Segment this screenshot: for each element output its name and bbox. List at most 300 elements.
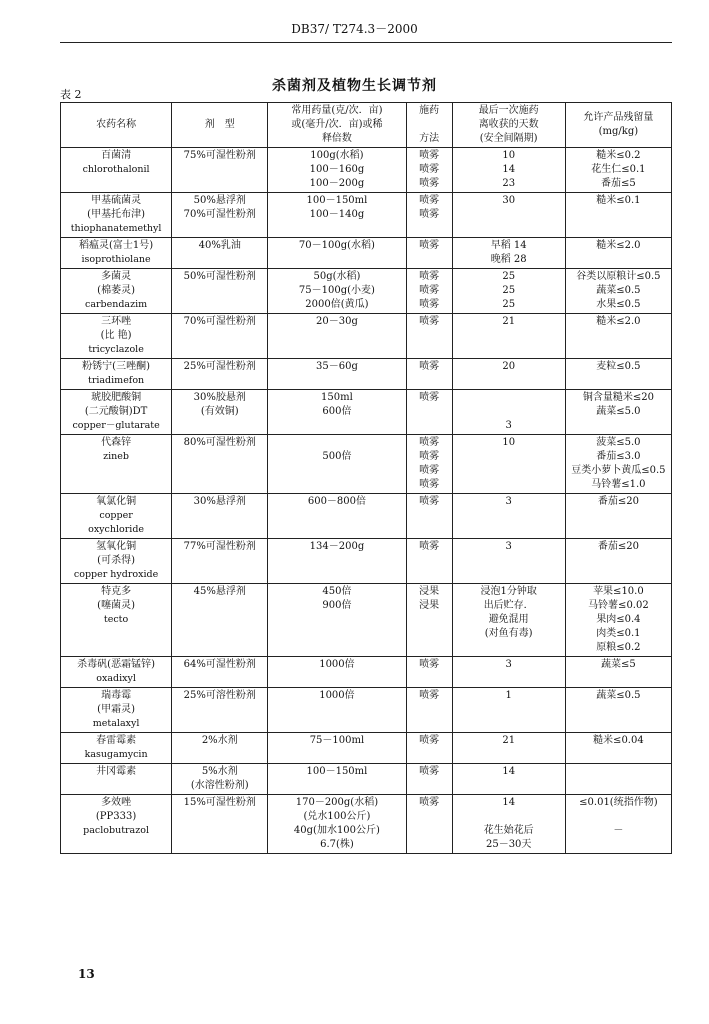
column-header-line: 离收获的天数	[478, 119, 539, 130]
cell-method-line: 喷雾	[419, 164, 440, 175]
pesticide-name-en: copper	[99, 510, 133, 521]
cell-dosage	[268, 494, 406, 539]
cell-residue-limit-line: 豆类小萝卜黄瓜≤0.5	[571, 465, 666, 476]
cell-pesticide-name	[61, 688, 172, 733]
cell-formulation	[172, 539, 268, 584]
cell-formulation-line: (水溶性粉剂)	[190, 780, 249, 791]
cell-dosage	[268, 193, 406, 238]
pesticide-name-cn: 百菌清	[101, 150, 132, 161]
cell-safety-interval-line: 25	[502, 299, 516, 310]
table-row	[61, 359, 672, 390]
pesticide-name-cn: 三环唑	[101, 316, 132, 327]
column-header-line: 方法	[419, 133, 440, 144]
pesticide-name-en: oxychloride	[88, 524, 145, 535]
pesticide-name-cn: 多效唑	[101, 797, 132, 808]
column-header-line: 或(毫升/次．亩)或稀	[291, 119, 383, 130]
cell-formulation-line: 25%可湿性粉剂	[183, 361, 256, 372]
cell-method	[406, 539, 452, 584]
cell-safety-interval-line: 30	[502, 195, 516, 206]
cell-pesticide-name	[61, 764, 172, 795]
cell-safety-interval-line: 21	[502, 735, 516, 746]
cell-dosage-line: 6.7(株)	[320, 839, 354, 850]
cell-residue-limit	[565, 435, 671, 494]
cell-method	[406, 584, 452, 657]
pesticide-name-en: chlorothalonil	[82, 164, 150, 175]
cell-method-line: 喷雾	[419, 465, 440, 476]
cell-formulation-line: 40%乳油	[198, 240, 241, 251]
cell-safety-interval	[452, 390, 565, 435]
cell-residue-limit-line: 糙米≤0.04	[593, 735, 644, 746]
cell-pesticide-name	[61, 494, 172, 539]
cell-residue-limit-line: 谷类以原粮计≤0.5	[576, 271, 661, 282]
pesticide-name-cn: (噻菌灵)	[97, 600, 135, 611]
cell-safety-interval	[452, 238, 565, 269]
cell-safety-interval-line: 出后贮存．	[483, 600, 534, 611]
table-row	[61, 733, 672, 764]
cell-formulation-line: 70%可湿性粉剂	[183, 209, 256, 220]
cell-dosage-line: 40g(加水100公斤)	[293, 825, 380, 836]
cell-formulation	[172, 390, 268, 435]
cell-safety-interval-line: 23	[502, 178, 516, 189]
column-header-method	[406, 103, 452, 148]
pesticide-name-en: zineb	[103, 451, 130, 462]
pesticide-name-cn: 氢氧化铜	[96, 541, 137, 552]
cell-residue-limit-line: 番茄≤20	[597, 496, 639, 507]
table-header-row	[61, 103, 672, 148]
cell-residue-limit	[565, 494, 671, 539]
cell-method	[406, 359, 452, 390]
pesticide-name-en: tricyclazole	[88, 344, 144, 355]
column-header-line: (mg/kg)	[598, 126, 639, 137]
cell-dosage-line: 150ml	[321, 392, 353, 403]
column-header-interval	[452, 103, 565, 148]
cell-residue-limit-line: 糙米≤2.0	[596, 240, 641, 251]
cell-dosage-line: 450倍	[322, 586, 352, 597]
cell-method-line: 喷雾	[419, 178, 440, 189]
pesticide-name-cn: 粉锈宁(三唑酮)	[82, 361, 150, 372]
cell-pesticide-name	[61, 795, 172, 854]
pesticide-name-cn: (可杀得)	[97, 555, 135, 566]
cell-formulation	[172, 435, 268, 494]
cell-pesticide-name	[61, 359, 172, 390]
cell-method-line: 浸果	[419, 600, 440, 611]
cell-formulation	[172, 359, 268, 390]
cell-residue-limit-line: －	[613, 825, 624, 836]
cell-method	[406, 148, 452, 193]
column-header-line: 允许产品残留量	[583, 112, 654, 123]
cell-residue-limit-line: 蔬菜≤0.5	[596, 690, 641, 701]
pesticide-name-cn: (比 艳)	[100, 330, 132, 341]
cell-method	[406, 494, 452, 539]
cell-method	[406, 269, 452, 314]
cell-safety-interval	[452, 795, 565, 854]
cell-safety-interval-line: 21	[502, 316, 516, 327]
cell-dosage-line: 100－200g	[309, 178, 365, 189]
cell-residue-limit	[565, 269, 671, 314]
cell-dosage-line: 100g(水稻)	[310, 150, 364, 161]
table-row	[61, 795, 672, 854]
cell-method-line: 喷雾	[419, 437, 440, 448]
pesticide-name-cn: (棉萎灵)	[97, 285, 135, 296]
column-header-line: 剂 型	[204, 119, 235, 130]
cell-dosage	[268, 314, 406, 359]
cell-residue-limit	[565, 539, 671, 584]
cell-residue-limit-line: 番茄≤20	[597, 541, 639, 552]
cell-method-line: 浸果	[419, 586, 440, 597]
pesticide-name-cn: 多菌灵	[101, 271, 132, 282]
cell-residue-limit-line: 马铃薯≤1.0	[591, 479, 646, 490]
cell-residue-limit-line: 番茄≤5	[601, 178, 636, 189]
cell-pesticide-name	[61, 238, 172, 269]
cell-residue-limit-line: 水果≤0.5	[596, 299, 641, 310]
cell-residue-limit	[565, 314, 671, 359]
cell-pesticide-name	[61, 148, 172, 193]
cell-pesticide-name	[61, 193, 172, 238]
pesticide-name-en: oxadixyl	[96, 673, 136, 684]
pesticide-name-cn: 杀毒矾(恶霜锰锌)	[77, 659, 155, 670]
table-body	[61, 148, 672, 854]
cell-residue-limit	[565, 584, 671, 657]
table-row	[61, 688, 672, 733]
cell-dosage-line: 70－100g(水稻)	[298, 240, 375, 251]
cell-safety-interval-line: 25	[502, 285, 516, 296]
cell-method-line: 喷雾	[419, 150, 440, 161]
cell-method	[406, 390, 452, 435]
cell-formulation	[172, 238, 268, 269]
cell-dosage-line: 100－140g	[309, 209, 365, 220]
cell-residue-limit-line: 蔬菜≤5.0	[596, 406, 641, 417]
column-header-formulation	[172, 103, 268, 148]
cell-safety-interval-line: 早稻 14	[490, 240, 527, 251]
cell-residue-limit-line: 菠菜≤5.0	[596, 437, 641, 448]
cell-residue-limit	[565, 390, 671, 435]
table-row	[61, 584, 672, 657]
cell-safety-interval-line: 25	[502, 271, 516, 282]
pesticide-name-en: copper hydroxide	[73, 569, 159, 580]
cell-safety-interval	[452, 494, 565, 539]
cell-dosage-line	[269, 436, 404, 450]
cell-method-line: 喷雾	[419, 451, 440, 462]
column-header-name	[61, 103, 172, 148]
pesticide-table	[60, 102, 672, 854]
cell-safety-interval-line	[454, 391, 564, 405]
pesticide-name-cn: (二元酸铜)DT	[84, 406, 148, 417]
pesticide-name-cn: (甲基托布津)	[87, 209, 145, 220]
cell-residue-limit-line: 果肉≤0.4	[596, 614, 641, 625]
column-header-mrl	[565, 103, 671, 148]
cell-residue-limit	[565, 795, 671, 854]
cell-residue-limit-line: 番茄≤3.0	[596, 451, 641, 462]
cell-method	[406, 193, 452, 238]
page-number: 13	[78, 967, 95, 981]
cell-dosage-line: 500倍	[322, 451, 352, 462]
cell-safety-interval-line: 3	[505, 420, 512, 431]
cell-safety-interval	[452, 193, 565, 238]
cell-method-line: 喷雾	[419, 240, 440, 251]
table-row	[61, 494, 672, 539]
cell-dosage-line: (兑水100公斤)	[303, 811, 371, 822]
pesticide-name-en: triadimefon	[88, 375, 145, 386]
cell-formulation-line: 75%可湿性粉剂	[183, 150, 256, 161]
cell-dosage-line: 100－160g	[309, 164, 365, 175]
cell-formulation	[172, 314, 268, 359]
cell-dosage-line: 35－60g	[316, 361, 358, 372]
cell-residue-limit-line: 马铃薯≤0.02	[588, 600, 649, 611]
cell-formulation-line: 5%水剂	[201, 766, 238, 777]
cell-dosage	[268, 539, 406, 584]
pesticide-name-en: copper－glutarate	[72, 420, 160, 431]
cell-method	[406, 657, 452, 688]
cell-safety-interval	[452, 688, 565, 733]
table-row	[61, 148, 672, 193]
cell-pesticide-name	[61, 269, 172, 314]
cell-dosage-line: 1000倍	[319, 659, 355, 670]
cell-residue-limit-line: 花生仁≤0.1	[591, 164, 646, 175]
cell-formulation	[172, 193, 268, 238]
cell-formulation-line: 70%可湿性粉剂	[183, 316, 256, 327]
cell-safety-interval-line	[454, 810, 564, 824]
table-row	[61, 238, 672, 269]
cell-dosage	[268, 435, 406, 494]
column-header-line: (安全间隔期)	[479, 133, 538, 144]
cell-method-line: 喷雾	[419, 392, 440, 403]
cell-safety-interval-line: 避免混用	[488, 614, 529, 625]
cell-formulation	[172, 657, 268, 688]
cell-residue-limit-line: 蔬菜≤5	[601, 659, 636, 670]
cell-formulation-line: 64%可湿性粉剂	[183, 659, 256, 670]
cell-residue-limit	[565, 193, 671, 238]
cell-method-line: 喷雾	[419, 797, 440, 808]
pesticide-name-en: paclobutrazol	[83, 825, 149, 836]
cell-dosage	[268, 359, 406, 390]
table-label: 表 2	[60, 88, 82, 101]
pesticide-name-en: kasugamycin	[84, 749, 148, 760]
cell-safety-interval	[452, 539, 565, 584]
cell-safety-interval-line	[454, 405, 564, 419]
table-row	[61, 193, 672, 238]
pesticide-name-en: metalaxyl	[92, 718, 140, 729]
cell-method-line: 喷雾	[419, 541, 440, 552]
cell-dosage	[268, 795, 406, 854]
pesticide-name-cn: (甲霜灵)	[97, 704, 135, 715]
cell-formulation-line: 25%可溶性粉剂	[183, 690, 256, 701]
cell-formulation	[172, 584, 268, 657]
cell-dosage-line: 134－200g	[309, 541, 365, 552]
cell-dosage-line: 100－150ml	[306, 195, 368, 206]
cell-safety-interval-line: 3	[505, 496, 512, 507]
cell-method	[406, 314, 452, 359]
cell-dosage-line: 75－100ml	[309, 735, 365, 746]
cell-dosage	[268, 584, 406, 657]
cell-dosage	[268, 390, 406, 435]
cell-residue-limit-line: 蔬菜≤0.5	[596, 285, 641, 296]
cell-dosage	[268, 764, 406, 795]
cell-safety-interval	[452, 435, 565, 494]
cell-dosage-line: 170－200g(水稻)	[295, 797, 379, 808]
table-row	[61, 539, 672, 584]
cell-safety-interval-line: 14	[502, 164, 516, 175]
pesticide-name-cn: 代森锌	[101, 437, 132, 448]
pesticide-name-cn: 瑞毒霉	[101, 690, 132, 701]
cell-safety-interval	[452, 584, 565, 657]
cell-pesticide-name	[61, 657, 172, 688]
cell-safety-interval-line: 10	[502, 437, 516, 448]
cell-dosage	[268, 733, 406, 764]
cell-pesticide-name	[61, 314, 172, 359]
cell-method-line: 喷雾	[419, 735, 440, 746]
pesticide-name-cn: 稻瘟灵(富士1号)	[79, 240, 154, 251]
cell-dosage	[268, 269, 406, 314]
column-header-line: 施药	[419, 105, 440, 116]
cell-method-line: 喷雾	[419, 766, 440, 777]
cell-dosage-line: 900倍	[322, 600, 352, 611]
cell-pesticide-name	[61, 733, 172, 764]
cell-safety-interval-line: 20	[502, 361, 516, 372]
column-header-line: 最后一次施药	[478, 105, 539, 116]
cell-residue-limit	[565, 657, 671, 688]
cell-formulation-line: 77%可湿性粉剂	[183, 541, 256, 552]
cell-dosage-line: 50g(水稻)	[313, 271, 361, 282]
cell-safety-interval	[452, 359, 565, 390]
cell-safety-interval-line: (对鱼有毒)	[484, 628, 533, 639]
cell-dosage	[268, 657, 406, 688]
column-header-line: 农药名称	[96, 119, 137, 130]
pesticide-name-cn: 特克多	[101, 586, 132, 597]
header-rule	[60, 42, 672, 43]
cell-pesticide-name	[61, 435, 172, 494]
cell-safety-interval	[452, 148, 565, 193]
cell-method-line: 喷雾	[419, 316, 440, 327]
cell-method-line: 喷雾	[419, 299, 440, 310]
cell-method-line: 喷雾	[419, 496, 440, 507]
cell-formulation-line: 2%水剂	[201, 735, 238, 746]
cell-formulation	[172, 795, 268, 854]
cell-residue-limit-line: 糙米≤0.2	[596, 150, 641, 161]
cell-safety-interval	[452, 269, 565, 314]
cell-safety-interval	[452, 314, 565, 359]
table-row	[61, 390, 672, 435]
cell-formulation	[172, 764, 268, 795]
column-header-line	[408, 118, 451, 132]
standard-code-header: DB37/ T274.3－2000	[291, 22, 418, 36]
cell-dosage-line: 20－30g	[316, 316, 358, 327]
cell-residue-limit	[565, 688, 671, 733]
cell-method	[406, 688, 452, 733]
pesticide-name-en: isoprothiolane	[81, 254, 151, 265]
cell-method	[406, 733, 452, 764]
cell-pesticide-name	[61, 539, 172, 584]
cell-method-line: 喷雾	[419, 659, 440, 670]
cell-residue-limit	[565, 764, 671, 795]
cell-formulation-line: 80%可湿性粉剂	[183, 437, 256, 448]
cell-safety-interval-line: 14	[502, 766, 516, 777]
cell-dosage-line: 100－150ml	[306, 766, 368, 777]
cell-residue-limit-line: 糙米≤2.0	[596, 316, 641, 327]
cell-pesticide-name	[61, 584, 172, 657]
column-header-dosage	[268, 103, 406, 148]
table-row	[61, 314, 672, 359]
cell-residue-limit	[565, 733, 671, 764]
table-row	[61, 657, 672, 688]
pesticide-name-cn: 春雷霉素	[96, 735, 137, 746]
cell-method	[406, 795, 452, 854]
cell-safety-interval-line: 14	[502, 797, 516, 808]
cell-dosage-line: 600倍	[322, 406, 352, 417]
pesticide-name-cn: 甲基硫菌灵	[91, 195, 142, 206]
cell-safety-interval-line: 3	[505, 659, 512, 670]
cell-safety-interval	[452, 733, 565, 764]
table-row	[61, 269, 672, 314]
cell-dosage	[268, 238, 406, 269]
pesticide-name-cn: 琥胶肥酸铜	[91, 392, 142, 403]
cell-residue-limit-line: ≤0.01(统指作物)	[579, 797, 658, 808]
cell-safety-interval-line: 花生始花后	[483, 825, 534, 836]
cell-method	[406, 238, 452, 269]
cell-residue-limit-line	[567, 810, 670, 824]
cell-residue-limit-line: 原粮≤0.2	[596, 642, 641, 653]
cell-safety-interval-line: 浸泡1分钟取	[480, 586, 537, 597]
cell-residue-limit-line: 铜含量糙米≤20	[582, 392, 654, 403]
cell-residue-limit-line: 麦粒≤0.5	[596, 361, 641, 372]
cell-method-line: 喷雾	[419, 479, 440, 490]
table-row	[61, 435, 672, 494]
cell-dosage-line: 2000倍(黄瓜)	[305, 299, 369, 310]
cell-method-line: 喷雾	[419, 195, 440, 206]
pesticide-name-en: thiophanatemethyl	[70, 223, 162, 234]
pesticide-name-cn: 井冈霉素	[96, 766, 137, 777]
cell-formulation	[172, 494, 268, 539]
cell-formulation-line: 50%悬浮剂	[193, 195, 246, 206]
cell-residue-limit	[565, 359, 671, 390]
cell-formulation-line: (有效铜)	[200, 406, 239, 417]
cell-formulation-line: 50%可湿性粉剂	[183, 271, 256, 282]
cell-method	[406, 435, 452, 494]
cell-formulation	[172, 688, 268, 733]
cell-method-line: 喷雾	[419, 690, 440, 701]
cell-safety-interval-line: 25－30天	[485, 839, 532, 850]
cell-formulation-line: 45%悬浮剂	[193, 586, 246, 597]
cell-safety-interval-line: 3	[505, 541, 512, 552]
cell-residue-limit-line: 肉类≤0.1	[596, 628, 641, 639]
table-title: 杀菌剂及植物生长调节剂	[272, 78, 437, 94]
cell-formulation-line: 15%可湿性粉剂	[183, 797, 256, 808]
cell-residue-limit-line: 苹果≤10.0	[593, 586, 644, 597]
cell-safety-interval	[452, 657, 565, 688]
cell-formulation	[172, 148, 268, 193]
pesticide-name-cn: 氧氯化铜	[96, 496, 137, 507]
cell-method-line: 喷雾	[419, 285, 440, 296]
cell-formulation	[172, 733, 268, 764]
cell-formulation	[172, 269, 268, 314]
cell-method-line: 喷雾	[419, 209, 440, 220]
cell-pesticide-name	[61, 390, 172, 435]
cell-safety-interval	[452, 764, 565, 795]
cell-dosage	[268, 148, 406, 193]
column-header-line: 释倍数	[321, 133, 352, 144]
cell-method-line: 喷雾	[419, 361, 440, 372]
pesticide-name-en: carbendazim	[85, 299, 148, 310]
cell-dosage	[268, 688, 406, 733]
cell-method-line: 喷雾	[419, 271, 440, 282]
cell-residue-limit	[565, 148, 671, 193]
cell-dosage-line: 75－100g(小麦)	[298, 285, 375, 296]
pesticide-name-en: tecto	[103, 614, 129, 625]
column-header-line: 常用药量(克/次．亩)	[291, 105, 383, 116]
cell-residue-limit-line: 糙米≤0.1	[596, 195, 641, 206]
cell-safety-interval-line: 晚稻 28	[490, 254, 527, 265]
cell-formulation-line: 30%胶悬剂	[193, 392, 246, 403]
table-row	[61, 764, 672, 795]
